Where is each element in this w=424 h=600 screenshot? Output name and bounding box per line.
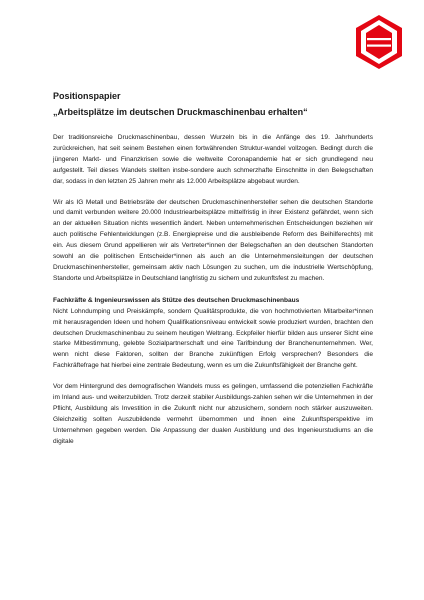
- document-title: „Arbeitsplätze im deutschen Druckmaschinenbau erhalten“: [53, 107, 308, 117]
- ig-metall-logo: [354, 14, 404, 71]
- section-heading: Fachkräfte & Ingenieurswissen als Stütze des deutschen Druckmaschinenbaus: [53, 296, 300, 304]
- intro-paragraph-2: Wir als IG Metall und Betriebsräte der deutschen Druckmaschinenhersteller sehen die deutschen Standorte und damit verbunden weitere 20.000 Industriearbeitsplätze mittelfristig in ihrer Existenz gefährdet, wenn sich an der aktuellen Situation nichts wesentlich ändert. Neben unternehmerischen Entscheidungen beziehen wir auch politische Fehlentwicklungen (z.B. Energiepreise und die ausbleibende Reform des Beihilferechts) mit ein. Aus diesem Grund appellieren wir als Vertreter*innen der Belegschaften an den deutschen Standorten sowohl an die politischen Entscheider*innen als auch an die Unternehmensleitungen der deutschen Druckmaschinenhersteller, gemeinsam aktiv nach Lösungen zu suchen, um die industrielle Wertschöpfung, Standorte und Arbeitsplätze in Deutschland langfristig zu sichern und zukunftsfest zu machen.: [53, 198, 373, 282]
- document-type-label: Positionspapier: [53, 91, 121, 101]
- intro-paragraph-1: Der traditionsreiche Druckmaschinenbau, dessen Wurzeln bis in die Anfänge des 19. Jahrhunderts zurückreichen, hat seit seinem Bestehen einen fortwährenden Struktur-wandel vollzogen. Bedingt durch die jüngeren Markt- und Finanzkrisen sowie die weltweite Coronapandemie hat er sich grundlegend neu aufgestellt. Teil dieses Wandels stellten insbe-sondere auch schmerzhafte Einschnitte in den Belegschaften dar, sodass in den letzten 25 Jahren mehr als 12.000 Arbeitsplätze abgebaut wurden.: [53, 134, 373, 185]
- document-body: [53, 91, 373, 458]
- section-paragraph-2: Vor dem Hintergrund des demografischen Wandels muss es gelingen, umfassend die potenziellen Fachkräfte im Inland aus- und weiterzubilden. Trotz derzeit stabiler Ausbildungs-zahlen sehen wir die Unternehmen in der Pflicht, Ausbildung als Investition in die Zukunft nicht nur abzusichern, sondern noch stärker auszuweiten. Gleichzeitig sollten Auszubildende vermehrt übernommen und ihnen eine Zukunftsperspektive im Unternehmen gegeben werden. Die Anpassung der dualen Ausbildung und des Ingenieurstudiums an die digitale: [53, 383, 373, 445]
- section-paragraph-1: Nicht Lohndumping und Preiskämpfe, sondern Qualitätsprodukte, die von hochmotivierten Mitarbeiter*innen mit herausragenden Ideen und hohem Qualifikationsniveau entwickelt sowie produziert wurden, brachten den deutschen Druckmaschinenbau zu seinem heutigen Weltrang. Eckpfeiler hierfür bilden aus unserer Sicht eine starke Mitbestimmung, gelebte Sozialpartnerschaft und eine Tarifbindung der Branchenunternehmen. Wer, wenn nicht diese Faktoren, sollten der Branche zukünftigen Erfolg versprechen? Besonders die Fachkräftefrage hat hierbei eine zentrale Bedeutung, wenn es um die Zukunftsfähigkeit der Branche geht.: [53, 307, 373, 370]
